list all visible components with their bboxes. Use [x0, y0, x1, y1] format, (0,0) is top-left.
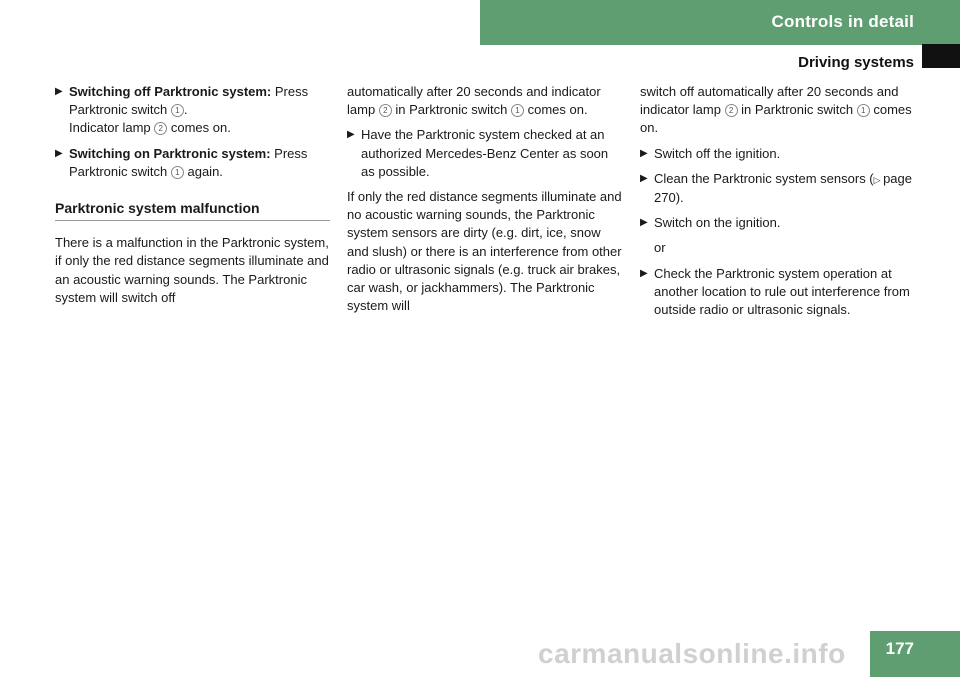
callout-2-icon: 2	[154, 122, 167, 135]
arrow-right-icon: ▶	[640, 147, 648, 159]
text-run: in Parktronic switch	[391, 102, 511, 118]
column-3	[640, 83, 920, 326]
list-item	[55, 145, 330, 181]
callout-1-icon: 1	[511, 104, 524, 117]
callout-2-icon: 2	[379, 104, 392, 117]
chapter-title: Controls in detail	[771, 12, 914, 31]
page-number-tab	[870, 631, 960, 677]
step-text: .	[183, 102, 188, 118]
list-item	[55, 83, 330, 138]
list-item	[640, 145, 920, 163]
arrow-right-icon: ▶	[640, 217, 648, 229]
callout-1-icon: 1	[857, 104, 870, 117]
step-text: Have the Parktronic system checked at an authorized Mercedes-Benz Center as soon as possible.	[361, 127, 609, 179]
step-text: Indicator lamp	[69, 120, 155, 136]
or-separator: or	[654, 240, 666, 256]
arrow-right-icon: ▶	[640, 267, 648, 279]
arrow-right-icon: ▶	[347, 129, 355, 141]
corner-marker	[922, 44, 960, 68]
step-text: again.	[183, 163, 223, 179]
column-2	[347, 83, 625, 322]
text-run: comes on.	[640, 102, 912, 136]
arrow-right-icon: ▶	[55, 86, 63, 97]
step-text: Press Parktronic switch	[69, 145, 308, 179]
callout-1-icon: 1	[171, 104, 184, 117]
step-text: comes on.	[167, 120, 231, 136]
step-label: Switching off Parktronic system:	[69, 84, 272, 99]
callout-1-icon: 1	[171, 166, 184, 179]
list-item	[640, 214, 920, 232]
text-run: automatically after 20 seconds and indicator lamp	[347, 84, 601, 118]
arrow-right-icon: ▶	[640, 172, 648, 184]
step-label: Switching on Parktronic system:	[69, 145, 271, 161]
list-item	[347, 126, 625, 181]
chapter-tab	[480, 0, 960, 45]
step-text: Check the Parktronic system operation at another location to rule out interference from outside radio or ultrasonic signals.	[654, 265, 910, 318]
step-text: Press Parktronic switch	[69, 84, 309, 118]
arrow-right-icon: ▶	[55, 147, 63, 159]
step-text: Switch on the ignition.	[654, 215, 781, 231]
text-run: in Parktronic switch	[737, 102, 857, 118]
step-text: ).	[675, 190, 684, 206]
text-run: comes on.	[524, 102, 588, 118]
paragraph: There is a malfunction in the Parktronic system, if only the red distance segments illuminate and an acoustic warning sounds. The Parktronic system will switch off	[55, 235, 329, 305]
paragraph: If only the red distance segments illuminate and no acoustic warning sounds, the Parktronic system sensors are dirty (e.g. dirt, ice, snow and slush) or there is an interference from other radio or ultrasonic signals (e.g. truck air brakes, car wash, or jackhammers). The Parktronic system will	[347, 189, 622, 314]
step-text: Switch off the ignition.	[654, 145, 781, 161]
watermark: carmanualsonline.info	[538, 638, 846, 669]
page-number: 177	[885, 639, 914, 658]
section-title: Driving systems	[798, 54, 914, 71]
callout-2-icon: 2	[725, 104, 738, 117]
subheading: Parktronic system malfunction	[55, 199, 330, 221]
paragraph	[347, 83, 625, 119]
list-item	[640, 170, 920, 207]
text-run: switch off automatically after 20 seconds and indicator lamp	[640, 84, 899, 118]
list-item	[640, 265, 920, 320]
column-1	[55, 83, 330, 314]
step-text: Clean the Parktronic system sensors (	[654, 170, 874, 186]
page-reference[interactable]: page 270	[654, 170, 912, 206]
paragraph	[640, 83, 920, 138]
page-reference-icon: ▷	[873, 174, 884, 185]
